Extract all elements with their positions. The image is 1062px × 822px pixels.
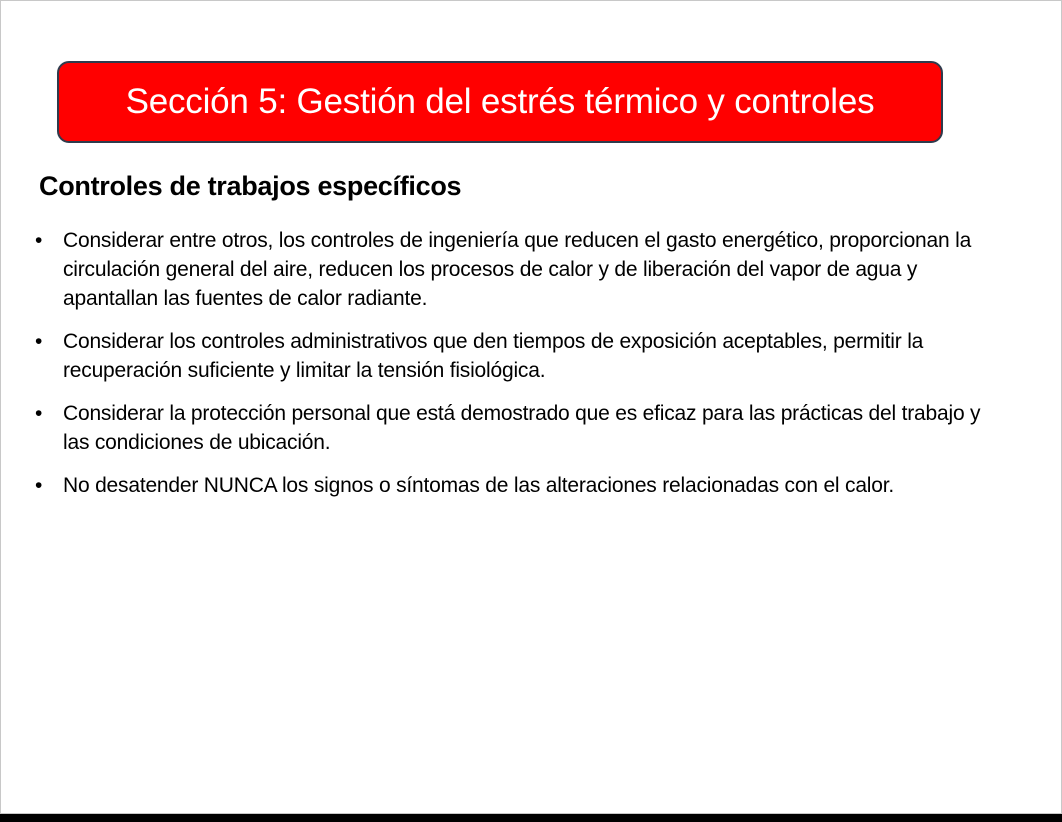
title-banner <box>57 61 943 143</box>
list-item <box>31 471 1001 500</box>
bullet-icon: • <box>35 229 43 252</box>
list-item <box>31 327 1001 385</box>
bullet-icon: • <box>35 330 43 353</box>
bullet-text: Considerar entre otros, los controles de ingeniería que reducen el gasto energético, proporcionan la circulación general del aire, reducen los procesos de calor y de liberación del vapor de agua y apantallan las fuentes de calor radiante. <box>63 229 972 310</box>
bullet-text: Considerar los controles administrativos que den tiempos de exposición aceptables, permitir la recuperación suficiente y limitar la tensión fisiológica. <box>63 330 924 382</box>
section-subtitle: Controles de trabajos específicos <box>39 171 462 201</box>
bullet-icon: • <box>35 474 43 497</box>
list-item <box>31 399 1001 457</box>
bullet-list <box>31 226 1001 514</box>
list-item <box>31 226 1001 313</box>
bullet-text: Considerar la protección personal que está demostrado que es eficaz para las prácticas del trabajo y las condiciones de ubicación. <box>63 402 981 454</box>
bullet-text: No desatender NUNCA los signos o síntomas de las alteraciones relacionadas con el calor. <box>63 474 895 497</box>
bullet-icon: • <box>35 402 43 425</box>
slide-title: Sección 5: Gestión del estrés térmico y controles <box>125 82 875 121</box>
